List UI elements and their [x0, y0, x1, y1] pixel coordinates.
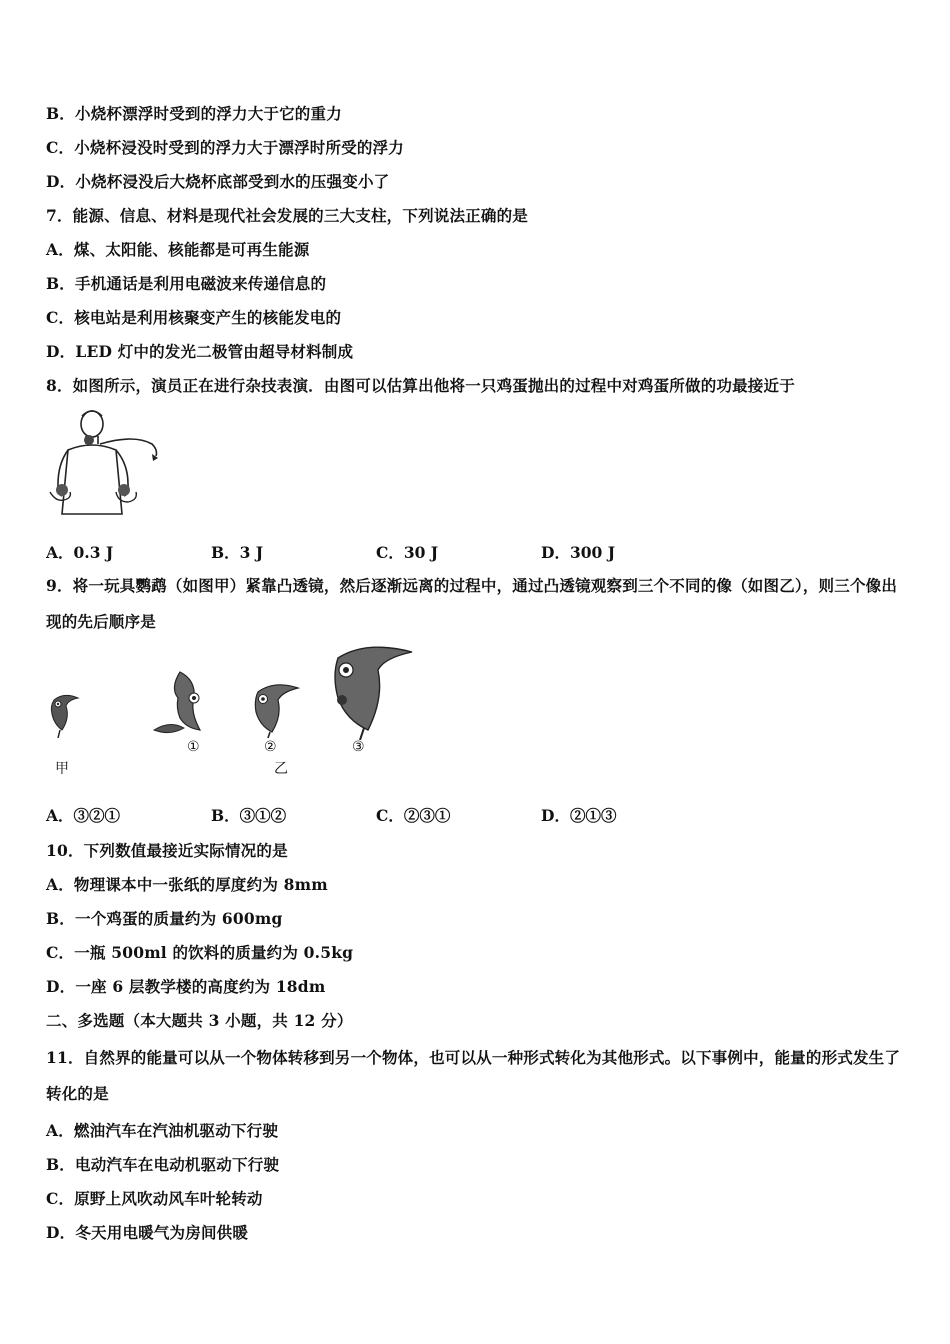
q10-option-b: B．一个鸡蛋的质量约为 600mg: [46, 909, 283, 928]
q11-option-a: A．燃油汽车在汽油机驱动下行驶: [46, 1121, 279, 1140]
q11-option-b: B．电动汽车在电动机驱动下行驶: [46, 1155, 280, 1174]
q8-stem: 8．如图所示，演员正在进行杂技表演．由图可以估算出他将一只鸡蛋抛出的过程中对鸡蛋所做的功最接近于: [46, 376, 795, 395]
parrot-image-3: [322, 640, 414, 740]
q8-option-a: A．0.3 J: [46, 543, 114, 562]
q7-option-a: A．煤、太阳能、核能都是可再生能源: [46, 240, 310, 259]
q7-option-c: C．核电站是利用核聚变产生的核能发电的: [46, 308, 342, 327]
image-2-label: ②: [264, 739, 277, 755]
q9-option-d: D．②①③: [541, 806, 617, 825]
q9-option-a: A．③②①: [46, 806, 121, 825]
q7-stem: 7．能源、信息、材料是现代社会发展的三大支柱，下列说法正确的是: [46, 206, 528, 225]
q6-option-c: C．小烧杯浸没时受到的浮力大于漂浮时所受的浮力: [46, 138, 404, 157]
parrot-original-figure: [44, 690, 84, 738]
q11-option-c: C．原野上风吹动风车叶轮转动: [46, 1189, 263, 1208]
q8-option-c: C．30 J: [376, 543, 439, 562]
q10-option-a: A．物理课本中一张纸的厚度约为 8mm: [46, 875, 328, 894]
image-3-label: ③: [352, 739, 365, 755]
section-2-title: 二、多选题（本大题共 3 小题，共 12 分）: [46, 1011, 353, 1030]
figure-jia-label: 甲: [55, 761, 69, 777]
q8-option-b: B．3 J: [211, 543, 264, 562]
q6-option-b: B．小烧杯漂浮时受到的浮力大于它的重力: [46, 104, 342, 123]
q7-option-d: D．LED 灯中的发光二极管由超导材料制成: [46, 342, 354, 361]
q9-option-b: B．③①②: [211, 806, 287, 825]
q11-option-d: D．冬天用电暖气为房间供暖: [46, 1223, 249, 1242]
q8-option-d: D．300 J: [541, 543, 616, 562]
image-1-label: ①: [187, 739, 200, 755]
figure-yi-label: 乙: [274, 761, 288, 777]
q7-option-b: B．手机通话是利用电磁波来传递信息的: [46, 274, 327, 293]
q10-option-c: C．一瓶 500ml 的饮料的质量约为 0.5kg: [46, 943, 354, 962]
q9-option-c: C．②③①: [376, 806, 451, 825]
q10-option-d: D．一座 6 层教学楼的高度约为 18dm: [46, 977, 326, 996]
parrot-image-2: [246, 680, 302, 738]
parrot-image-1: [150, 668, 214, 738]
q6-option-d: D．小烧杯浸没后大烧杯底部受到水的压强变小了: [46, 172, 390, 191]
q9-stem: 9．将一玩具鹦鹉（如图甲）紧靠凸透镜，然后逐渐远离的过程中，通过凸透镜观察到三个不同的像（如图乙），则三个像出现的先后顺序是: [46, 576, 898, 631]
q10-stem: 10．下列数值最接近实际情况的是: [46, 841, 288, 860]
juggler-figure: [44, 404, 164, 526]
q11-stem: 11．自然界的能量可以从一个物体转移到另一个物体，也可以从一种形式转化为其他形式。以下事例中，能量的形式发生了转化的是: [46, 1048, 901, 1103]
